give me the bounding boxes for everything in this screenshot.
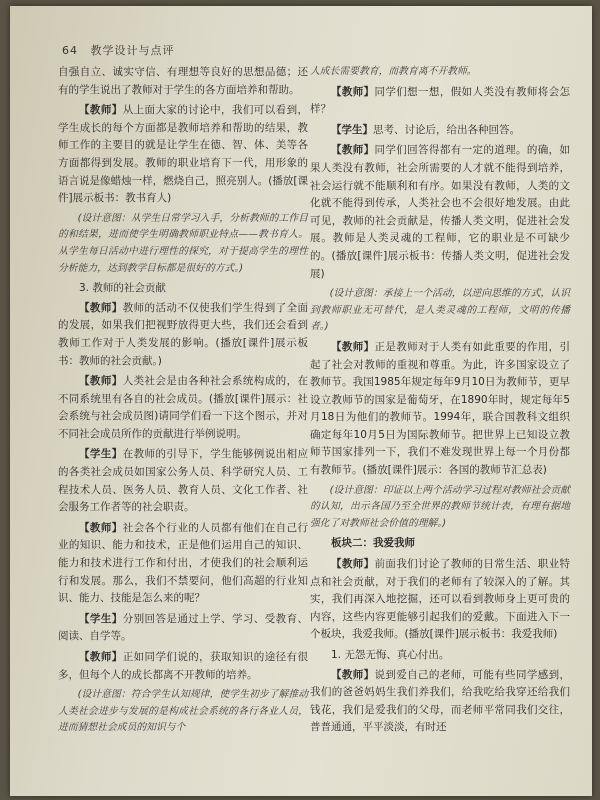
paragraph-text: 社会各个行业的人员都有他们在自己行业的知识、能力和技术，正是他们运用自己的知识、能力和技术进行工作和付出，才使我们的社会顺利运行和发展。那么，我们不禁要问，他们高超的行业知识、能力、技能是怎么来的呢？ (58, 521, 309, 605)
paragraph (58, 102, 308, 208)
page-number: 64 (62, 44, 78, 57)
right-column (310, 64, 570, 740)
book-title: 教学设计与点评 (90, 44, 175, 57)
speaker-tag: 【教师】 (331, 340, 375, 353)
paragraph (310, 667, 570, 737)
paragraph: 自强自立、诚实守信、有理想等良好的思想品德；还有的学生说出了教师对于学生的各方面培养和帮助。 (58, 66, 308, 96)
page-header (62, 42, 582, 58)
design-note: (设计意图：符合学生认知规律，使学生初步了解推动人类社会进步与发展的是构成社会系统的各行各业人员，进而猜想社会成员的知识与个 (58, 689, 308, 734)
speaker-tag: 【教师】 (331, 144, 375, 157)
section-heading: 1. 无怨无悔、真心付出。 (331, 649, 450, 661)
paragraph-text: 正是教师对于人类有如此重要的作用，引起了社会对教师的重视和尊重。为此，许多国家设立了教师节。我国1985年规定每年9月10日为教师节，更早设立教师节的国家是葡萄牙，在1890年时，规定每年5月18日为他们的教师节。1994年，联合国教科文组织确定每年10月5日为国际教师节。把世界上已知设立教师节国家排列一下，我们不难发现世界上每一个月份都有教师节。(播放[课件]展示：各国的教师节汇总表) (310, 340, 571, 477)
paragraph (58, 520, 308, 608)
speaker-tag: 【教师】 (79, 375, 123, 388)
paragraph (58, 611, 308, 646)
paragraph (310, 556, 570, 644)
paragraph (310, 122, 570, 140)
section-heading: 3. 教师的社会贡献 (79, 282, 166, 295)
paragraph (58, 446, 308, 516)
design-note: (设计意图：印证以上两个活动学习过程对教师社会贡献的认知，出示各国乃至全世界的教师节统计表，有理有据地强化了对教师社会价值的理解。) (310, 484, 570, 529)
speaker-tag: 【教师】 (79, 651, 123, 663)
paragraph-text: 同学们想一想，假如人类没有教师将会怎样？ (310, 85, 571, 116)
paragraph (310, 84, 570, 119)
paragraph-text: 思考、讨论后，给出各种回答。 (373, 123, 520, 136)
paragraph-text: 在教师的引导下，学生能够例说出相应的各类社会成员如国家公务人员、科学研究人员、工程技术人员、医务人员、教育人员、文化工作者、社会服务工作者等的社会职责。 (58, 448, 309, 514)
speaker-tag: 【学生】 (79, 612, 123, 625)
paragraph (310, 142, 570, 283)
speaker-tag: 【教师】 (79, 104, 123, 117)
block-heading: 板块二：我爱我师 (331, 537, 415, 550)
paragraph-text: 正如同学们说的，获取知识的途径有很多，但每个人的成长都离不开教师的培养。 (58, 651, 309, 681)
speaker-tag: 【教师】 (79, 301, 123, 314)
paragraph (58, 373, 308, 443)
design-note-continued: 人成长需要教育，而教育离不开教师。 (310, 66, 477, 77)
paragraph-text: 同学们回答得都有一定的道理。的确，如果人类没有教师，社会所需要的人才就不能得到培养，社会运行就不能顺利和有序。如果没有教师，人类的文化就不能得到传承，人类社会也不会很好地发展。由此可见，教师的社会贡献是，传播人类文明，促进社会发展。教师是人类灵魂的工程师，它的职业是不可缺少的。(播放[课件]展示板书：传播人类文明，促进社会发展) (310, 144, 571, 280)
speaker-tag: 【学生】 (331, 123, 373, 136)
paragraph (310, 339, 570, 480)
speaker-tag: 【教师】 (79, 521, 123, 534)
speaker-tag: 【学生】 (79, 448, 123, 461)
design-note: (设计意图：从学生日常学习入手，分析教师的工作目的和结果，进而使学生明确教师职业特点——教书育人。从学生每日活动中进行理性的探究，对于提高学生的理性分析能力，达到教学目标都是很好的方式。) (58, 212, 308, 274)
speaker-tag: 【教师】 (331, 558, 375, 571)
speaker-tag: 【教师】 (331, 85, 375, 98)
paragraph-text: 从上面大家的讨论中，我们可以看到，学生成长的每个方面都是教师培养和帮助的结果，教师工作的主要目的就是让学生在德、智、体、美等各方面都得到发展。教师的职业培育下一代，用形象的语言说是像蜡烛一样，燃烧自己，照亮别人。(播放[课件]展示板书：教书育人) (58, 104, 309, 205)
paragraph-text: 人类社会是由各种社会系统构成的，在不同系统里有各自的社会成员。(播放[课件]展示：社会系统与社会成员图)请同学们看一下这个图示，并对不同社会成员所作的贡献进行举例说明。 (58, 375, 309, 440)
speaker-tag: 【教师】 (331, 668, 375, 681)
paragraph-text: 前面我们讨论了教师的日常生活、职业特点和社会贡献，对于我们的老师有了较深入的了解。其实，我们再深入地挖掘，还可以看到教师身上更可贵的内容，这些内容更能够引起我们的爱戴。下面进入下一个板块，我爱我师。(播放[课件]展示板书：我爱我师) (310, 558, 571, 641)
book-page (10, 6, 592, 796)
paragraph (58, 649, 308, 684)
paragraph-text: 说到爱自己的老师，可能有些同学感到，我们的爸爸妈妈生我们养我们，给我吃给我穿还给我们钱花，我们是爱我们的父母，而老师平常同我们交往，普普通通，平平淡淡，有时还 (310, 668, 571, 734)
paragraph-text: 教师的活动不仅使我们学生得到了全面的发展，如果我们把视野放得更大些，我们还会看到教师工作对于人类发展的影响。(播放[课件]展示板书：教师的社会贡献。) (58, 301, 309, 367)
design-note: (设计意图：承接上一个活动，以逆向思维的方式，认识到教师职业无可替代，是人类灵魂的工程师，文明的传播者。) (310, 288, 570, 333)
paragraph (58, 300, 308, 370)
left-column (58, 64, 308, 740)
paragraph-text: 分别回答是通过上学、学习、受教育、阅读、自学等。 (58, 612, 309, 643)
